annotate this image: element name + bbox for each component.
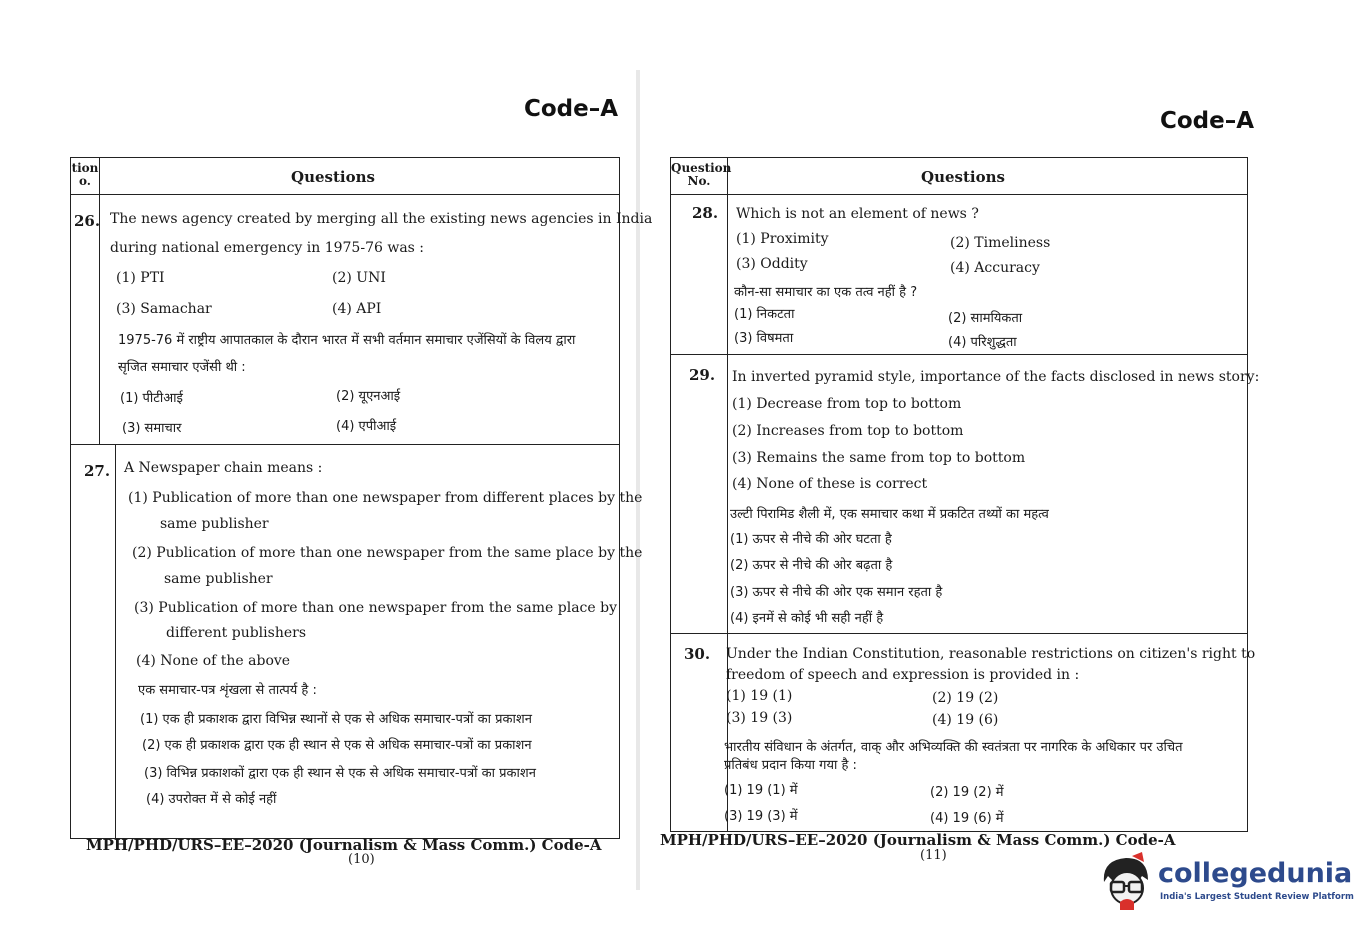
footer-text: MPH/PHD/URS–EE–2020 (Journalism & Mass Comm.) Code-A	[660, 831, 1176, 849]
option-3: (3) Oddity	[736, 256, 808, 272]
option-2-hindi: (2) एक ही प्रकाशक द्वारा एक ही स्थान से एक से अधिक समाचार-पत्रों का प्रकाशन	[142, 738, 532, 753]
question-number: 26.	[74, 212, 101, 230]
option-1-hindi: (1) निकटता	[734, 307, 795, 322]
column-divider	[727, 194, 728, 831]
option-2: (2) Increases from top to bottom	[732, 423, 964, 439]
table-header	[71, 158, 619, 195]
code-label: Code–A	[524, 96, 619, 122]
question-text: A Newspaper chain means :	[124, 460, 323, 476]
question-text: Under the Indian Constitution, reasonable restrictions on citizen's right to	[726, 646, 1256, 662]
option-3: (3) 19 (3)	[726, 710, 793, 726]
row-divider	[671, 354, 1247, 355]
option-4-hindi: (4) उपरोक्त में से कोई नहीं	[146, 792, 277, 807]
question-no-header: tion o.	[71, 158, 100, 194]
option-3-hindi: (3) 19 (3) में	[724, 809, 798, 824]
option-4-hindi: (4) 19 (6) में	[930, 811, 1004, 826]
option-2-hindi: (2) सामयिकता	[948, 311, 1023, 326]
questions-header: Questions	[291, 168, 375, 186]
option-1-hindi: (1) पीटीआई	[120, 391, 183, 406]
table-header	[671, 158, 1247, 195]
page-number: (10)	[348, 852, 375, 867]
collegedunia-logo	[1098, 852, 1354, 912]
question-text: The news agency created by merging all the existing news agencies in India	[110, 211, 653, 227]
option-3: (3) Publication of more than one newspaper from the same place by	[134, 600, 617, 616]
option-1-hindi: (1) 19 (1) में	[724, 783, 798, 798]
option-4: (4) Accuracy	[950, 260, 1040, 276]
option-3-hindi: (3) ऊपर से नीचे की ओर एक समान रहता है	[730, 585, 943, 600]
option-2-hindi: (2) ऊपर से नीचे की ओर बढ़ता है	[730, 558, 893, 573]
question-number: 27.	[84, 462, 111, 480]
option-1: (1) Publication of more than one newspaper from different places by the	[128, 490, 643, 506]
question-text-hindi: प्रतिबंध प्रदान किया गया है :	[724, 758, 857, 773]
option-4-hindi: (4) परिशुद्धता	[948, 335, 1017, 350]
option-4: (4) API	[332, 301, 382, 317]
option-4: (4) 19 (6)	[932, 712, 999, 728]
questions-header: Questions	[921, 168, 1005, 186]
option-3: (3) Samachar	[116, 301, 212, 317]
question-text-hindi: एक समाचार-पत्र शृंखला से तात्पर्य है :	[138, 683, 317, 698]
page-number: (11)	[920, 848, 947, 863]
footer-text: MPH/PHD/URS–EE–2020 (Journalism & Mass Comm.) Code-A	[86, 836, 602, 854]
question-text: Which is not an element of news ?	[736, 206, 979, 222]
right-page	[640, 0, 1356, 950]
question-text-hindi: 1975-76 में राष्ट्रीय आपातकाल के दौरान भारत में सभी वर्तमान समाचार एजेंसियों के विलय द्वारा	[118, 333, 576, 348]
column-divider	[115, 444, 116, 838]
option-2: (2) 19 (2)	[932, 690, 999, 706]
mascot-icon	[1098, 852, 1156, 912]
question-text-hindi: उल्टी पिरामिड शैली में, एक समाचार कथा में प्रकटित तथ्यों का महत्व	[730, 507, 1049, 522]
option-1: (1) Decrease from top to bottom	[732, 396, 962, 412]
option-4: (4) None of the above	[136, 653, 291, 669]
option-2-cont: same publisher	[164, 571, 273, 587]
question-text-hindi: कौन-सा समाचार का एक तत्व नहीं है ?	[734, 285, 918, 300]
option-4-hindi: (4) इनमें से कोई भी सही नहीं है	[730, 611, 884, 626]
option-1: (1) PTI	[116, 270, 165, 286]
option-2: (2) UNI	[332, 270, 386, 286]
question-number: 30.	[684, 645, 711, 663]
logo-name: collegedunia	[1158, 858, 1353, 889]
option-1-cont: same publisher	[160, 516, 269, 532]
question-no-header: Question No.	[671, 158, 728, 194]
question-text: during national emergency in 1975-76 was :	[110, 240, 425, 256]
row-divider	[671, 633, 1247, 634]
question-number: 28.	[692, 204, 719, 222]
option-1: (1) 19 (1)	[726, 688, 793, 704]
question-text-hindi: भारतीय संविधान के अंतर्गत, वाक् और अभिव्यक्ति की स्वतंत्रता पर नागरिक के अधिकार पर उचित	[724, 740, 1183, 755]
question-number: 29.	[689, 366, 716, 384]
option-1-hindi: (1) ऊपर से नीचे की ओर घटता है	[730, 532, 892, 547]
option-2: (2) Publication of more than one newspaper from the same place by the	[132, 545, 643, 561]
option-2: (2) Timeliness	[950, 235, 1051, 251]
question-text-hindi: सृजित समाचार एजेंसी थी :	[118, 360, 246, 375]
code-label: Code–A	[1160, 108, 1255, 134]
column-divider	[99, 194, 100, 444]
option-2-hindi: (2) यूएनआई	[336, 389, 401, 404]
row-divider	[71, 444, 619, 445]
option-3-hindi: (3) समाचार	[122, 421, 182, 436]
option-2-hindi: (2) 19 (2) में	[930, 785, 1004, 800]
left-page	[0, 0, 653, 950]
question-text: In inverted pyramid style, importance of the facts disclosed in news story:	[732, 369, 1260, 385]
option-1: (1) Proximity	[736, 231, 829, 247]
question-text: freedom of speech and expression is provided in :	[726, 667, 1080, 683]
logo-tagline: India's Largest Student Review Platform	[1160, 892, 1354, 902]
option-4: (4) None of these is correct	[732, 476, 928, 492]
option-3-hindi: (3) विषमता	[734, 331, 794, 346]
option-4-hindi: (4) एपीआई	[336, 419, 397, 434]
option-3-cont: different publishers	[166, 625, 306, 641]
option-3-hindi: (3) विभिन्न प्रकाशकों द्वारा एक ही स्थान से एक से अधिक समाचार-पत्रों का प्रकाशन	[144, 766, 536, 781]
option-3: (3) Remains the same from top to bottom	[732, 450, 1026, 466]
option-1-hindi: (1) एक ही प्रकाशक द्वारा विभिन्न स्थानों से एक से अधिक समाचार-पत्रों का प्रकाशन	[140, 712, 532, 727]
